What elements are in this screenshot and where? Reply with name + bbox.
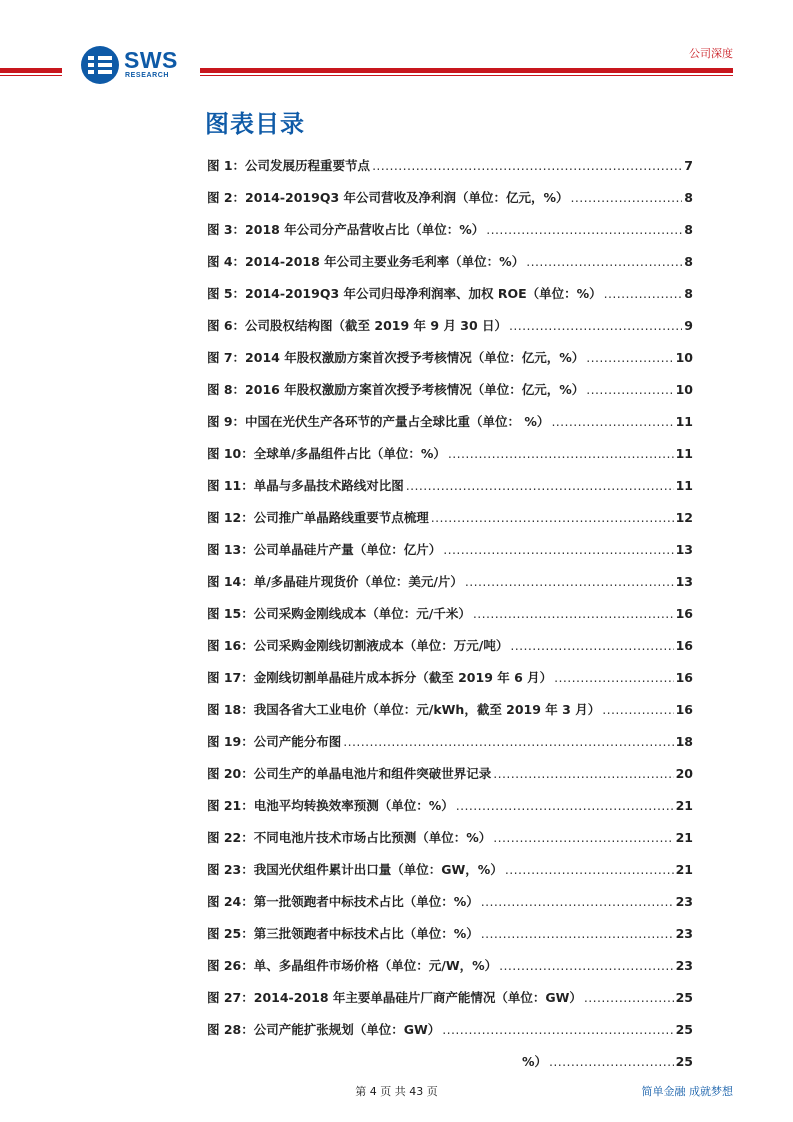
toc-entry-label: 图 13：公司单晶硅片产量（单位：亿片） xyxy=(207,542,442,557)
toc-entry[interactable] xyxy=(207,344,693,376)
toc-entry-label: 图 8：2016 年股权激励方案首次授予考核情况（单位：亿元，%） xyxy=(207,382,585,397)
toc-leader-dots xyxy=(586,344,673,372)
header-rule-right xyxy=(200,68,733,73)
toc-entry-page: 13 xyxy=(675,542,693,557)
toc-entry-page: 18 xyxy=(675,734,693,749)
toc-entry-label: 图 16：公司采购金刚线切割液成本（单位：万元/吨） xyxy=(207,638,509,653)
toc-entry-label: 图 2：2014-2019Q3 年公司营收及净利润（单位：亿元，%） xyxy=(207,190,569,205)
toc-entry-label: 图 3：2018 年公司分产品营收占比（单位：%） xyxy=(207,222,485,237)
toc-entry[interactable] xyxy=(207,440,693,472)
toc-leader-dots xyxy=(602,696,673,724)
toc-entry-page: 13 xyxy=(675,574,693,589)
report-type-label: 公司深度 xyxy=(689,47,733,60)
toc-entry-label: 图 19：公司产能分布图 xyxy=(207,734,342,749)
toc-entry[interactable] xyxy=(207,184,693,216)
toc-entry-page: 7 xyxy=(684,158,693,173)
toc-leader-dots xyxy=(473,600,674,628)
toc-entry[interactable] xyxy=(207,536,693,568)
toc-entry-page: 12 xyxy=(675,510,693,525)
toc-entry-label: 图 20：公司生产的单晶电池片和组件突破世界记录 xyxy=(207,766,492,781)
toc-entry-label: 图 14：单/多晶硅片现货价（单位：美元/片） xyxy=(207,574,463,589)
toc-entry-label: 图 22：不同电池片技术市场占比预测（单位：%） xyxy=(207,830,492,845)
toc-entry-page: 9 xyxy=(684,318,693,333)
toc-entry-page: 23 xyxy=(675,926,693,941)
toc-entry-label: 图 6：公司股权结构图（截至 2019 年 9 月 30 日） xyxy=(207,318,508,333)
toc-entry[interactable] xyxy=(207,600,693,632)
toc-leader-dots xyxy=(554,664,673,692)
toc-entry-page: 23 xyxy=(675,958,693,973)
header-rule-left xyxy=(0,68,62,73)
toc-entry-page: 8 xyxy=(684,254,693,269)
toc-leader-dots xyxy=(526,248,682,276)
toc-leader-dots xyxy=(571,184,683,212)
toc-leader-dots xyxy=(586,376,673,404)
toc-leader-dots xyxy=(486,216,682,244)
toc-entry-page: 8 xyxy=(684,222,693,237)
sws-logo-mark-icon xyxy=(80,45,120,85)
toc-entry[interactable] xyxy=(207,824,693,856)
toc-leader-dots xyxy=(509,312,682,340)
toc-entry-page: 25 xyxy=(675,1022,693,1037)
toc-entry[interactable] xyxy=(207,408,693,440)
toc-entry-page: 25 xyxy=(675,990,693,1005)
toc-entry-label: 图 27：2014-2018 年主要单晶硅片厂商产能情况（单位：GW） xyxy=(207,990,582,1005)
toc-leader-dots xyxy=(510,632,673,660)
toc-entry-continued[interactable] xyxy=(207,1048,693,1080)
toc-entry[interactable] xyxy=(207,568,693,600)
toc-entry-page: 20 xyxy=(675,766,693,781)
toc-leader-dots xyxy=(549,1048,674,1076)
toc-entry-page: 11 xyxy=(675,478,693,493)
toc-leader-dots xyxy=(343,728,673,756)
toc-entry-label: 图 1：公司发展历程重要节点 xyxy=(207,158,371,173)
toc-leader-dots xyxy=(493,824,673,852)
toc-entry-label: 图 17：金刚线切割单晶硅片成本拆分（截至 2019 年 6 月） xyxy=(207,670,553,685)
toc-entry[interactable] xyxy=(207,920,693,952)
toc-entry-label: 图 25：第三批领跑者中标技术占比（单位：%） xyxy=(207,926,479,941)
toc-entry-label: 图 15：公司采购金刚线成本（单位：元/千米） xyxy=(207,606,471,621)
toc-entry[interactable] xyxy=(207,792,693,824)
toc-entry-page: 11 xyxy=(675,414,693,429)
toc-leader-dots xyxy=(551,408,673,436)
toc-entry-label: 图 23：我国光伏组件累计出口量（单位：GW，%） xyxy=(207,862,503,877)
toc-leader-dots xyxy=(481,888,674,916)
toc-entry-page: 21 xyxy=(675,862,693,877)
toc-entry-page: 21 xyxy=(675,830,693,845)
toc-leader-dots xyxy=(456,792,674,820)
toc-entry-page: 25 xyxy=(675,1054,693,1069)
toc-leader-dots xyxy=(442,1016,673,1044)
toc-entry[interactable] xyxy=(207,984,693,1016)
toc-leader-dots xyxy=(443,536,673,564)
toc-entry-page: 10 xyxy=(675,350,693,365)
toc-leader-dots xyxy=(499,952,673,980)
header-rule-left-thin xyxy=(0,75,62,76)
toc-entry-label: 图 5：2014-2019Q3 年公司归母净利润率、加权 ROE（单位：%） xyxy=(207,286,602,301)
logo-subtext: RESEARCH xyxy=(125,72,170,79)
toc-entry-label: 图 9：中国在光伏生产各环节的产量占全球比重（单位： %） xyxy=(207,414,550,429)
toc-entry[interactable] xyxy=(207,664,693,696)
toc-entry-page: 21 xyxy=(675,798,693,813)
toc-entry[interactable] xyxy=(207,216,693,248)
toc-entry-page: 10 xyxy=(675,382,693,397)
toc-entry[interactable] xyxy=(207,856,693,888)
toc-entry-page: 8 xyxy=(684,286,693,301)
toc-title: 图表目录 xyxy=(205,110,305,138)
toc-entry[interactable] xyxy=(207,728,693,760)
toc-entry[interactable] xyxy=(207,888,693,920)
toc-leader-dots xyxy=(448,440,674,468)
toc-entry[interactable] xyxy=(207,472,693,504)
sws-logo xyxy=(80,45,190,85)
toc-entry[interactable] xyxy=(207,376,693,408)
toc-entry[interactable] xyxy=(207,760,693,792)
toc-entry-label: 图 28：公司产能扩张规划（单位：GW） xyxy=(207,1022,441,1037)
toc-leader-dots xyxy=(505,856,674,884)
toc-leader-dots xyxy=(372,152,682,180)
toc-entry-label: 图 4：2014-2018 年公司主要业务毛利率（单位：%） xyxy=(207,254,525,269)
toc-entry-page: 16 xyxy=(675,606,693,621)
toc-entry-page: 16 xyxy=(675,670,693,685)
toc-entry-label: %） xyxy=(522,1054,548,1069)
toc-entry-page: 8 xyxy=(684,190,693,205)
toc-leader-dots xyxy=(465,568,674,596)
toc-leader-dots xyxy=(481,920,674,948)
toc-list xyxy=(207,152,693,1080)
toc-entry-label: 图 7：2014 年股权激励方案首次授予考核情况（单位：亿元，%） xyxy=(207,350,585,365)
toc-entry[interactable] xyxy=(207,280,693,312)
header-rule-right-thin xyxy=(200,75,733,76)
toc-entry[interactable] xyxy=(207,1016,693,1048)
toc-entry[interactable] xyxy=(207,312,693,344)
toc-entry-label: 图 12：公司推广单晶路线重要节点梳理 xyxy=(207,510,429,525)
footer-slogan: 简单金融 成就梦想 xyxy=(641,1085,733,1098)
toc-leader-dots xyxy=(584,984,674,1012)
toc-entry-label: 图 10：全球单/多晶组件占比（单位：%） xyxy=(207,446,446,461)
toc-entry[interactable] xyxy=(207,152,693,184)
toc-entry[interactable] xyxy=(207,504,693,536)
toc-entry[interactable] xyxy=(207,248,693,280)
toc-leader-dots xyxy=(493,760,673,788)
toc-leader-dots xyxy=(604,280,683,308)
toc-leader-dots xyxy=(406,472,674,500)
toc-entry-page: 23 xyxy=(675,894,693,909)
toc-entry-label: 图 24：第一批领跑者中标技术占比（单位：%） xyxy=(207,894,479,909)
toc-entry-page: 16 xyxy=(675,638,693,653)
toc-entry-label: 图 21：电池平均转换效率预测（单位：%） xyxy=(207,798,454,813)
logo-text: SWS xyxy=(124,47,178,73)
toc-entry-label: 图 11：单晶与多晶技术路线对比图 xyxy=(207,478,404,493)
toc-leader-dots xyxy=(431,504,674,532)
toc-entry-label: 图 26：单、多晶组件市场价格（单位：元/W，%） xyxy=(207,958,498,973)
toc-entry-page: 16 xyxy=(675,702,693,717)
toc-entry-page: 11 xyxy=(675,446,693,461)
toc-entry[interactable] xyxy=(207,952,693,984)
toc-entry-label: 图 18：我国各省大工业电价（单位：元/kWh，截至 2019 年 3 月） xyxy=(207,702,601,717)
page-info: 第 4 页 共 43 页 xyxy=(355,1085,438,1098)
toc-entry[interactable] xyxy=(207,632,693,664)
toc-entry[interactable] xyxy=(207,696,693,728)
